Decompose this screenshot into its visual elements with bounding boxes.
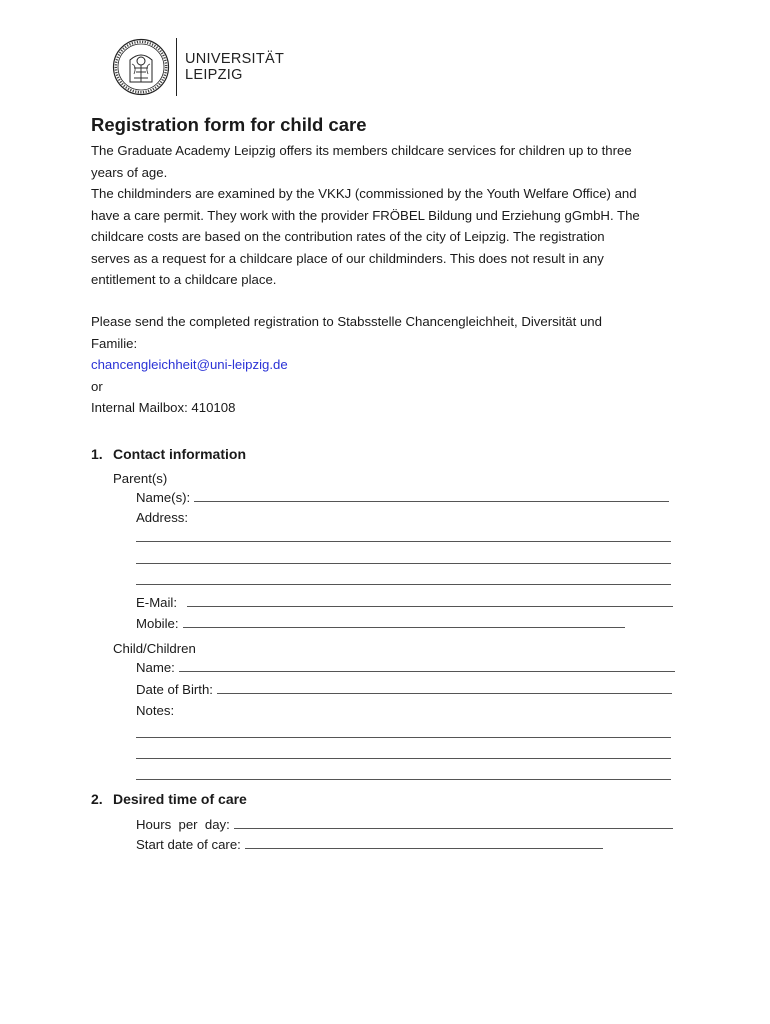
- mobile-field[interactable]: [136, 614, 625, 631]
- email-line[interactable]: [187, 606, 673, 607]
- section-title: Desired time of care: [113, 791, 247, 807]
- intro-paragraph: [91, 140, 681, 291]
- page-title: Registration form for child care: [91, 114, 367, 135]
- parents-label: Parent(s): [113, 471, 168, 486]
- university-seal-icon: [112, 38, 170, 96]
- intro-line: childcare costs are based on the contribution rates of the city of Leipzig. The registration: [91, 229, 605, 244]
- address-line-2[interactable]: [136, 563, 671, 564]
- dob-label: Date of Birth:: [136, 682, 213, 697]
- notes-line-1[interactable]: [136, 737, 671, 738]
- address-line-3[interactable]: [136, 584, 671, 585]
- address-line-1[interactable]: [136, 541, 671, 542]
- intro-line: The childminders are examined by the VKKJ (commissioned by the Youth Welfare Office) and: [91, 186, 637, 201]
- section-number: 2.: [91, 791, 103, 807]
- children-label: Child/Children: [113, 641, 196, 656]
- mailbox-text: Internal Mailbox: 410108: [91, 400, 236, 415]
- send-line: Familie:: [91, 335, 138, 351]
- university-logo: [112, 38, 284, 96]
- intro-line: have a care permit. They work with the provider FRÖBEL Bildung und Erziehung gGmbH. The: [91, 207, 640, 223]
- notes-line-3[interactable]: [136, 779, 671, 780]
- section-number: 1.: [91, 446, 103, 462]
- start-date-label: Start date of care:: [136, 837, 241, 852]
- child-name-label: Name:: [136, 660, 175, 675]
- mobile-line[interactable]: [183, 627, 625, 628]
- child-name-line[interactable]: [179, 671, 675, 672]
- send-line: Please send the completed registration to Stabsstelle Chancengleichheit, Diversität und: [91, 314, 602, 329]
- child-name-field[interactable]: [136, 658, 675, 675]
- email-link[interactable]: chancengleichheit@uni-leipzig.de: [91, 357, 288, 372]
- hours-per-day-field[interactable]: [136, 815, 673, 832]
- parent-names-label: Name(s):: [136, 490, 191, 505]
- logo-wordmark: [185, 51, 284, 83]
- intro-line: years of age.: [91, 164, 168, 180]
- section-care-time-heading: [91, 791, 247, 807]
- intro-line: entitlement to a childcare place.: [91, 272, 277, 287]
- notes-label: Notes:: [136, 703, 175, 718]
- mobile-label: Mobile:: [136, 616, 179, 631]
- logo-line-2: LEIPZIG: [185, 67, 243, 83]
- start-date-field[interactable]: [136, 835, 603, 852]
- intro-line: The Graduate Academy Leipzig offers its members childcare services for children up to three: [91, 143, 632, 158]
- logo-divider: [176, 38, 177, 96]
- hours-per-day-label: Hours per day:: [136, 817, 230, 832]
- or-text: or: [91, 378, 103, 394]
- email-label: E-Mail:: [136, 595, 178, 610]
- start-date-line[interactable]: [245, 848, 603, 849]
- logo-line-1: UNIVERSITÄT: [185, 51, 285, 67]
- notes-line-2[interactable]: [136, 758, 671, 759]
- address-label: Address:: [136, 510, 189, 525]
- hours-per-day-line[interactable]: [234, 828, 673, 829]
- section-title: Contact information: [113, 446, 246, 462]
- send-instructions: [91, 311, 681, 419]
- dob-line[interactable]: [217, 693, 672, 694]
- dob-field[interactable]: [136, 680, 672, 697]
- section-contact-heading: [91, 446, 246, 462]
- email-field[interactable]: [136, 593, 673, 610]
- intro-line: serves as a request for a childcare place of our childminders. This does not result in any: [91, 250, 604, 266]
- parent-names-field[interactable]: [136, 488, 669, 505]
- parent-names-line[interactable]: [194, 501, 669, 502]
